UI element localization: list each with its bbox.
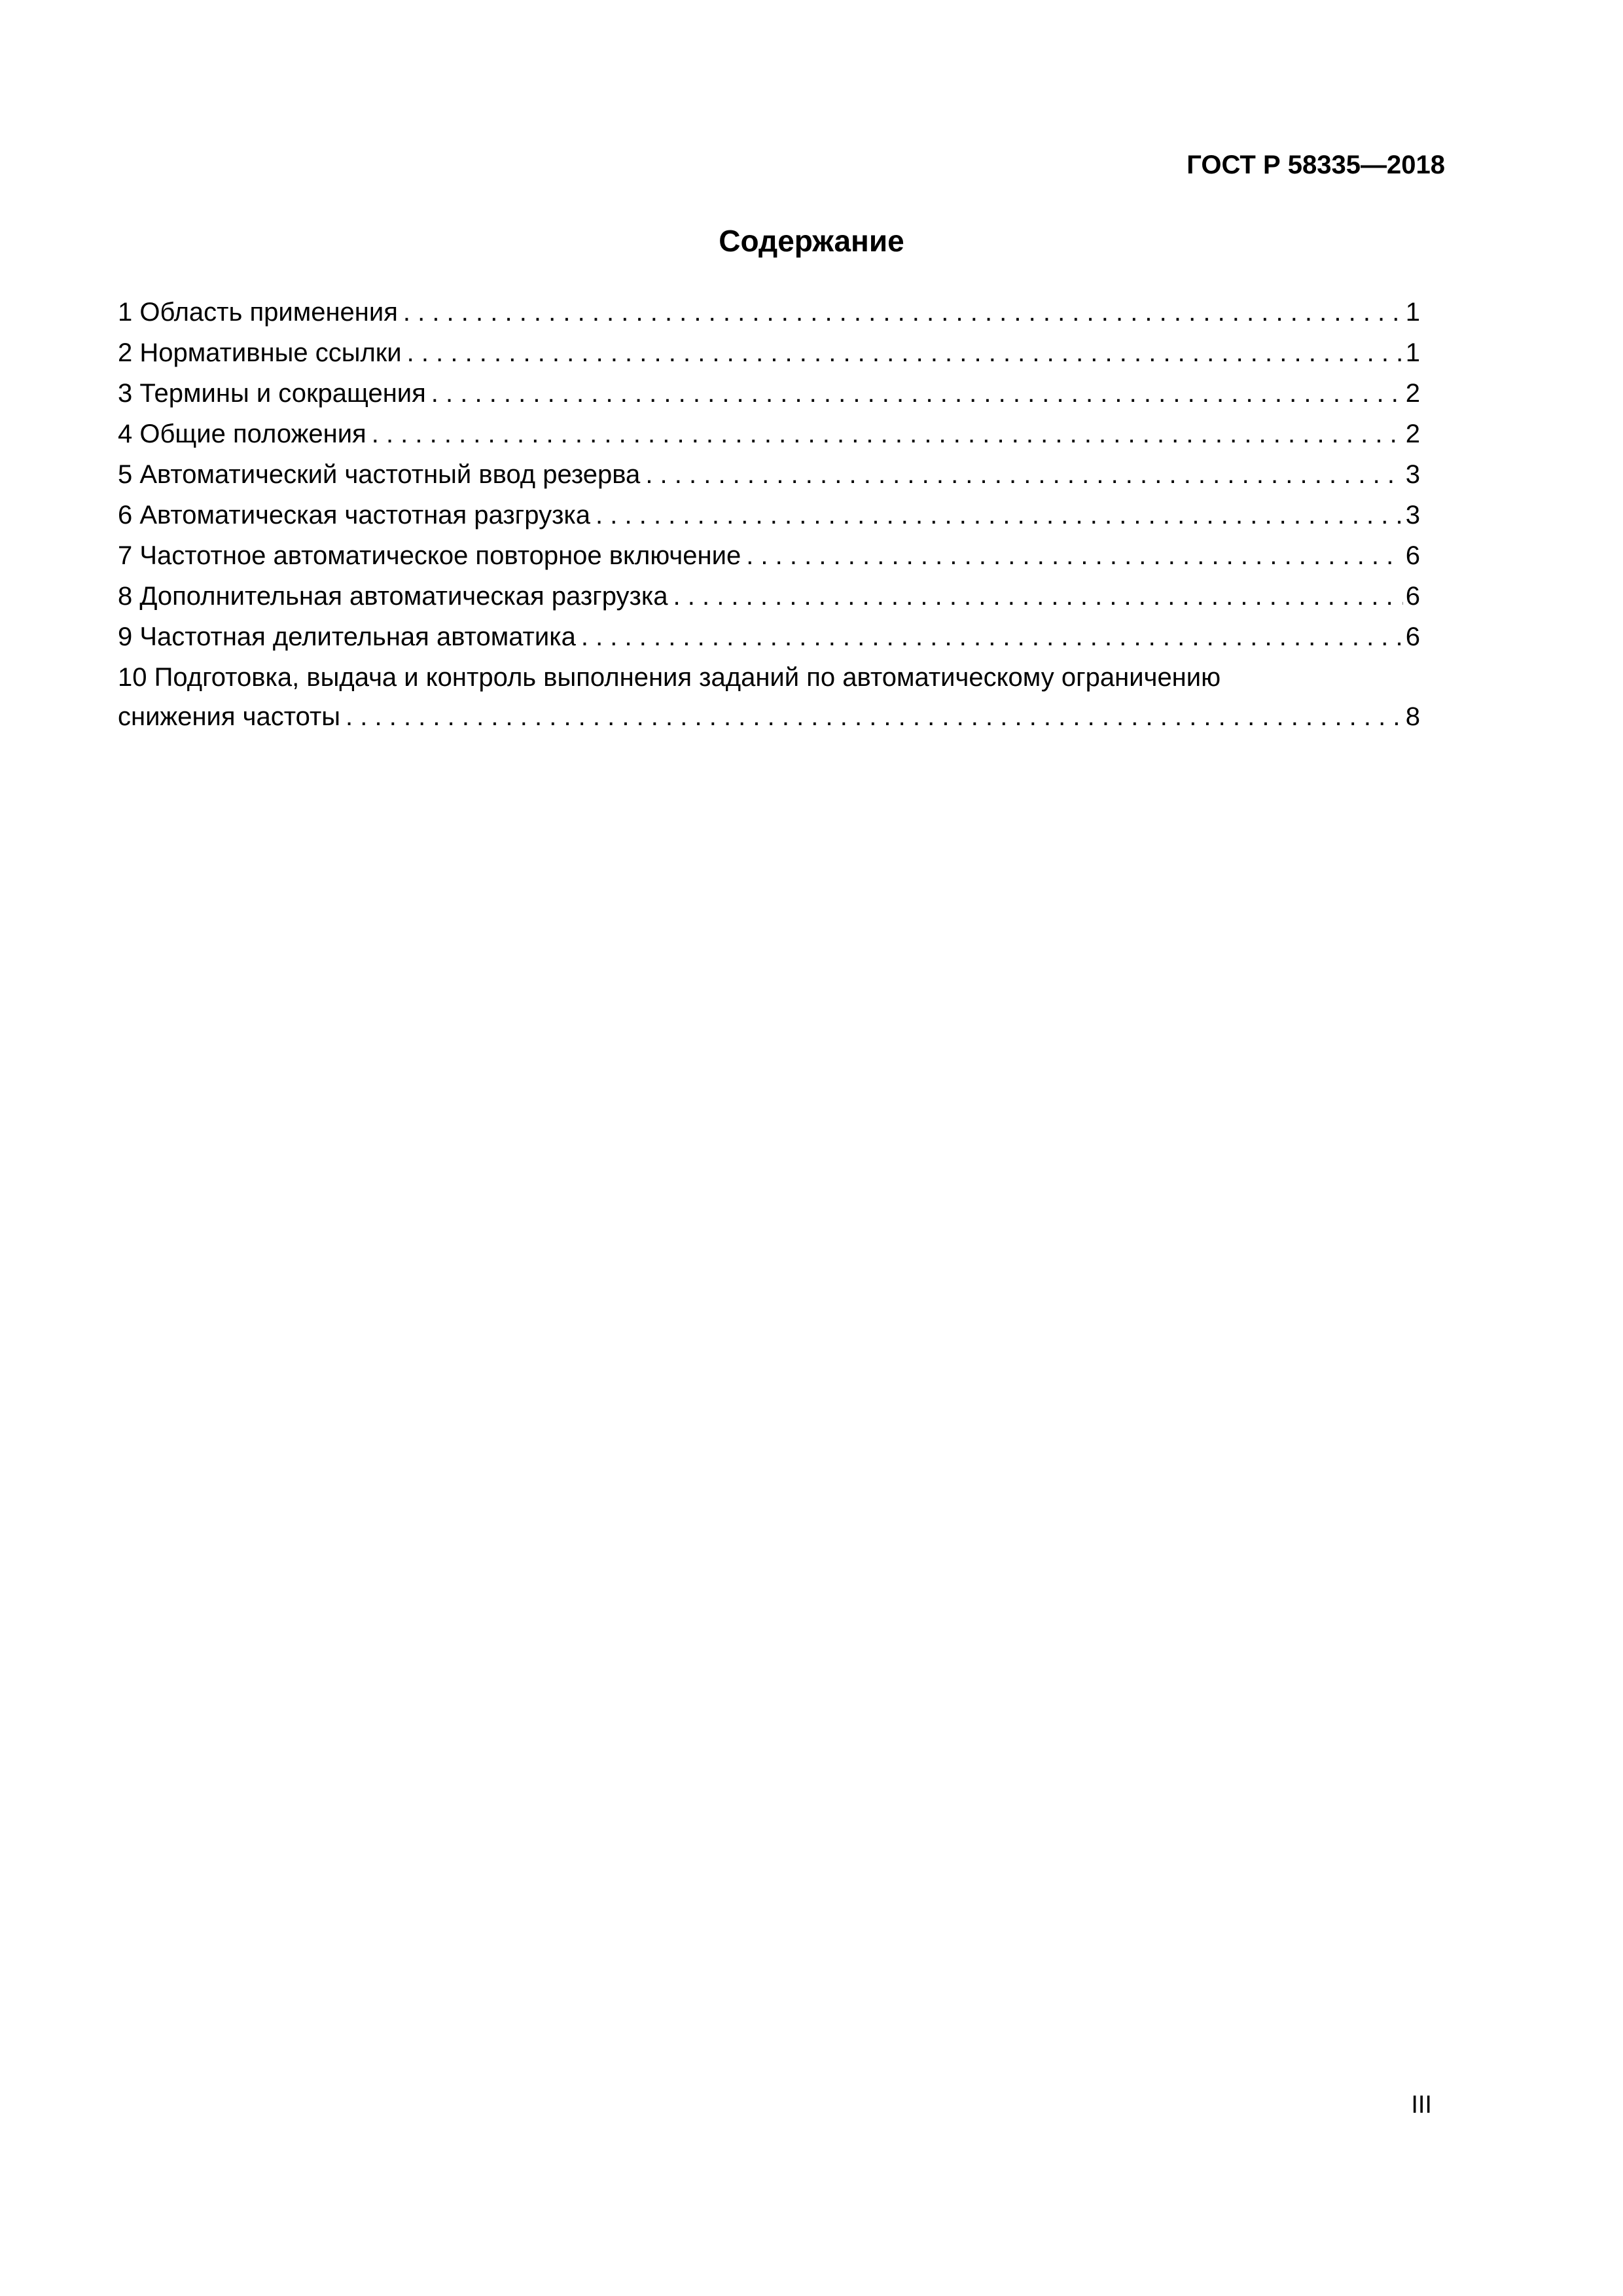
table-of-contents <box>118 296 1420 732</box>
toc-entry-6[interactable] <box>118 499 1420 540</box>
toc-page-number: 6 <box>1405 622 1420 651</box>
toc-entry-5[interactable] <box>118 459 1420 499</box>
toc-entry-9[interactable] <box>118 621 1420 662</box>
toc-entry-8[interactable] <box>118 581 1420 621</box>
toc-page-number: 3 <box>1405 460 1420 489</box>
toc-page-number: 1 <box>1405 298 1420 327</box>
toc-entry-last-line <box>118 701 1420 732</box>
dot-leader <box>596 499 1403 531</box>
toc-entry-text: 6 Автоматическая частотная разгрузка <box>118 501 591 529</box>
toc-page-number: 2 <box>1405 420 1420 448</box>
dot-leader <box>403 296 1403 328</box>
toc-entry-text: 9 Частотная делительная автоматика <box>118 622 576 651</box>
toc-entry-text: 2 Нормативные ссылки <box>118 338 402 367</box>
toc-entry-1[interactable] <box>118 296 1420 337</box>
dot-leader <box>346 701 1403 732</box>
dot-leader <box>673 581 1403 612</box>
toc-page-number: 6 <box>1405 541 1420 570</box>
toc-entry-text: 4 Общие положения <box>118 420 366 448</box>
toc-entry-text-line2: снижения частоты <box>118 702 341 731</box>
toc-entry-7[interactable] <box>118 540 1420 581</box>
toc-entry-text: 1 Область применения <box>118 298 398 327</box>
toc-entry-text: 8 Дополнительная автоматическая разгрузка <box>118 582 668 611</box>
toc-entry-text: 3 Термины и сокращения <box>118 379 426 408</box>
dot-leader <box>581 621 1403 653</box>
toc-page-number: 8 <box>1405 702 1420 731</box>
dot-leader <box>645 459 1402 490</box>
dot-leader <box>407 337 1403 368</box>
toc-page-number: 1 <box>1405 338 1420 367</box>
toc-page-number: 6 <box>1405 582 1420 611</box>
toc-entry-text-line1: 10 Подготовка, выдача и контроль выполнения заданий по автоматическому ограничению <box>118 663 1221 692</box>
toc-entry-10[interactable] <box>118 662 1420 732</box>
dot-leader <box>746 540 1403 571</box>
toc-entry-4[interactable] <box>118 418 1420 459</box>
dot-leader <box>372 418 1403 450</box>
toc-entry-2[interactable] <box>118 337 1420 378</box>
toc-page-number: 3 <box>1405 501 1420 529</box>
toc-title: Содержание <box>719 224 904 258</box>
page-number: III <box>1411 2091 1432 2119</box>
dot-leader <box>431 378 1403 409</box>
toc-page-number: 2 <box>1405 379 1420 408</box>
toc-entry-text: 5 Автоматический частотный ввод резерва <box>118 460 641 489</box>
toc-entry-text: 7 Частотное автоматическое повторное включение <box>118 541 741 570</box>
toc-entry-3[interactable] <box>118 378 1420 418</box>
document-code: ГОСТ Р 58335—2018 <box>1186 151 1445 179</box>
